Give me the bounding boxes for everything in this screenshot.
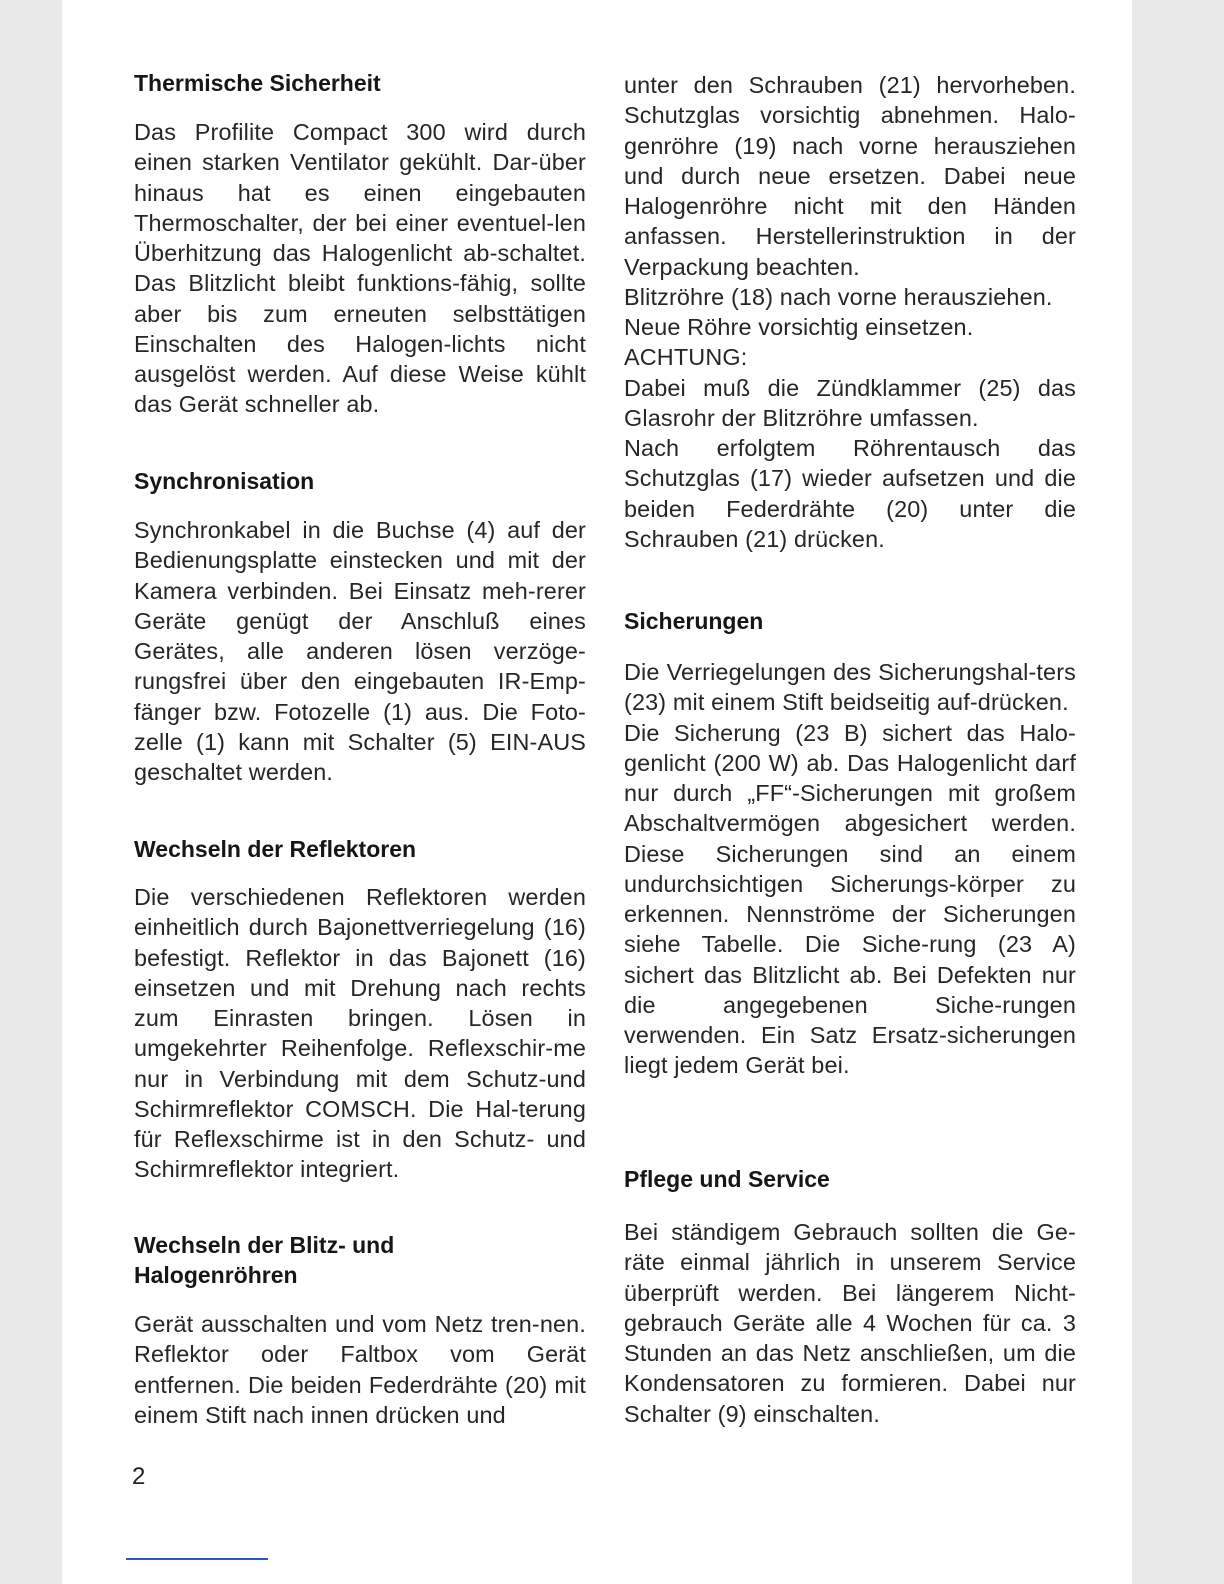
heading-tube-replacement: Wechseln der Blitz- und Halogenröhren [134,1232,395,1288]
paragraph-fuses: Die Verriegelungen des Sicherungshal-ters (23) mit einem Stift beidseitig auf-drücken. Die Sicherung (23 B) sichert das Halo-genlicht (200 W) ab. Das Halogenlicht darf nur durch „FF“-Sicherungen mit großem Abschaltvermögen abgesichert werden. Diese Sicherungen sind an einem undurchsichtigen Sicherungs-körper zu erkennen. Nennströme der Sicherungen siehe Tabelle. Die Siche-rung (23 A) sichert das Blitzlicht ab. Bei Defekten nur die angegebenen Siche-rungen verwenden. Ein Satz Ersatz-sicherungen liegt jedem Gerät bei. [624,659,1076,1079]
heading-thermal-safety: Thermische Sicherheit [134,70,381,96]
paragraph-reflectors: Die verschiedenen Reflektoren werden einheitlich durch Bajonettverriegelung (16) befestigt. Reflektor in das Bajonett (16) einsetzen und mit Drehung nach rechts zum Einrasten bringen. Lösen in umgekehrter Reihenfolge. Reflexschir-me nur in Verbindung mit dem Schutz-und Schirmreflektor COMSCH. Die Hal-terung für Reflexschirme ist in den Schutz- und Schirmreflektor integriert. [134,884,586,1183]
paragraph-tube-replacement: Gerät ausschalten und vom Netz tren-nen. Reflektor oder Faltbox vom Gerät entfernen. Die beiden Federdrähte (20) mit einem Stift nach innen drücken und [134,1311,586,1428]
heading-care-service: Pflege und Service [624,1166,830,1192]
footer-rule [126,1558,268,1560]
paragraph-tube-replacement-continued: unter den Schrauben (21) hervorheben. Schutzglas vorsichtig abnehmen. Halo-genröhre (19) nach vorne herausziehen und durch neue ersetzen. Dabei neue Halogenröhre nicht mit den Händen anfassen. Herstellerinstruktion in der Verpackung beachten. Blitzröhre (18) nach vorne herausziehen. Neue Röhre vorsichtig einsetzen. ACHTUNG: Dabei muß die Zündklammer (25) das Glasrohr der Blitzröhre umfassen. Nach erfolgtem Röhrentausch das Schutzglas (17) wieder aufsetzen und die beiden Federdrähte (20) unter die Schrauben (21) drücken. [624,72,1076,552]
heading-fuses: Sicherungen [624,608,764,634]
paragraph-care-service: Bei ständigem Gebrauch sollten die Ge-räte einmal jährlich in unserem Service überprüft werden. Bei längerem Nicht-gebrauch Geräte alle 4 Wochen für ca. 3 Stunden an das Netz anschließen, um die Kondensatoren zu formieren. Dabei nur Schalter (9) einschalten. [624,1219,1076,1427]
heading-synchronisation: Synchronisation [134,468,315,494]
heading-reflectors: Wechseln der Reflektoren [134,836,417,862]
paragraph-thermal-safety: Das Profilite Compact 300 wird durch einen starken Ventilator gekühlt. Dar-über hinaus hat es einen eingebauten Thermoschalter, der bei einer eventuel-len Überhitzung das Halogenlicht ab-schaltet. Das Blitzlicht bleibt funktions-fähig, sollte aber bis zum erneuten selbsttätigen Einschalten des Halogen-lichts nicht ausgelöst werden. Auf diese Weise kühlt das Gerät schneller ab. [134,119,586,418]
paragraph-synchronisation: Synchronkabel in die Buchse (4) auf der Bedienungsplatte einstecken und mit der Kamera verbinden. Bei Einsatz meh-rerer Geräte genügt der Anschluß eines Gerätes, alle anderen lösen verzöge-rungsfrei über den eingebauten IR-Emp-fänger bzw. Fotozelle (1) aus. Die Foto-zelle (1) kann mit Schalter (5) EIN-AUS geschaltet werden. [134,517,586,785]
page-number: 2 [132,1463,146,1490]
